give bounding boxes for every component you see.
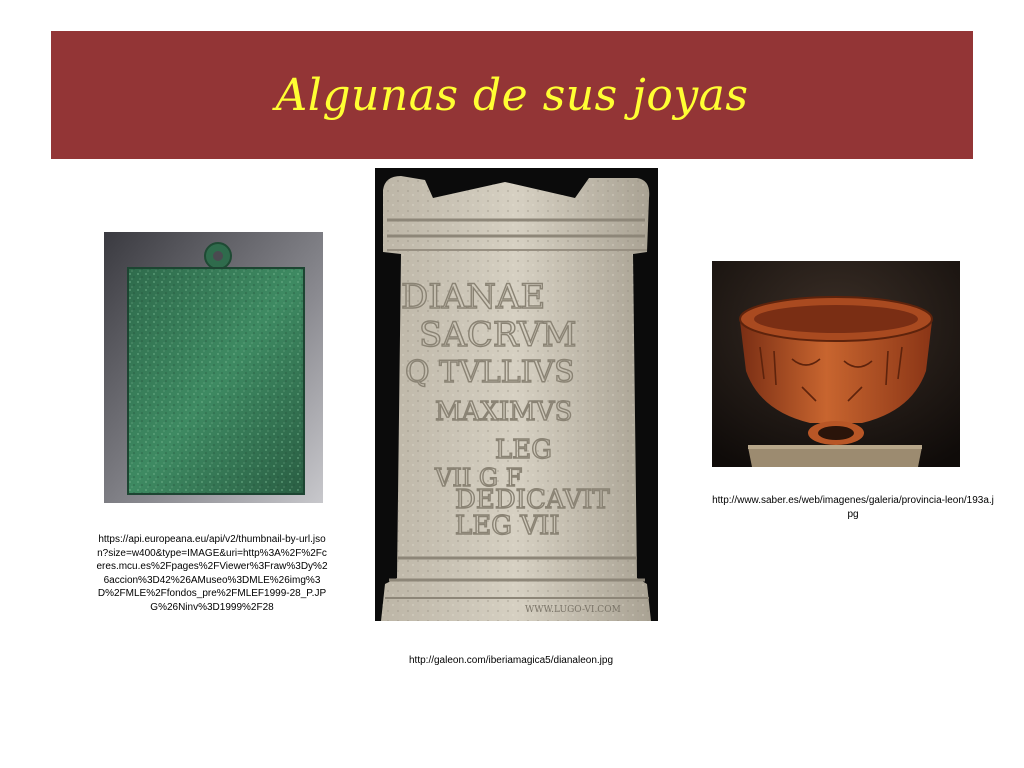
svg-text:Q TVLLIVS: Q TVLLIVS (405, 355, 575, 390)
svg-text:DEDICAVIT: DEDICAVIT (455, 485, 610, 515)
svg-text:LEG VII: LEG VII (455, 511, 560, 541)
svg-text:SACRVM: SACRVM (419, 315, 577, 355)
slide-title: Algunas de sus joyas (275, 69, 749, 121)
bronze-plaque-caption: https://api.europeana.eu/api/v2/thumbnail-by-url.json?size=w400&type=IMAGE&uri=http%3A%2F%2Fceres.mcu.es%2Fpages%2FViewer%3Fraw%3Dy%26accion%3D42%26AMuseo%3DMLE%26img%3D%2FMLE%2Ffondos_pre%2FMLEF1999-28_P.JPG%26Ninv%3D1999%2F28 (96, 534, 328, 613)
terra-sigillata-bowl-photo (712, 261, 960, 467)
title-bar (51, 31, 973, 159)
stone-altar-caption: http://galeon.com/iberiamagica5/dianaleon.jpg (408, 655, 614, 666)
svg-text:LEG: LEG (495, 435, 553, 465)
stone-altar-photo (375, 168, 658, 621)
svg-text:VII G F: VII G F (435, 464, 523, 492)
svg-text:MAXIMVS: MAXIMVS (435, 397, 573, 427)
terra-sigillata-bowl-caption: http://www.saber.es/web/imagenes/galeria/provincia-leon/193a.jpg (712, 495, 994, 520)
altar-watermark: WWW.LUGO-VI.COM (525, 605, 621, 615)
bronze-plaque-photo (104, 232, 323, 503)
svg-text:DIANAE: DIANAE (401, 277, 546, 317)
